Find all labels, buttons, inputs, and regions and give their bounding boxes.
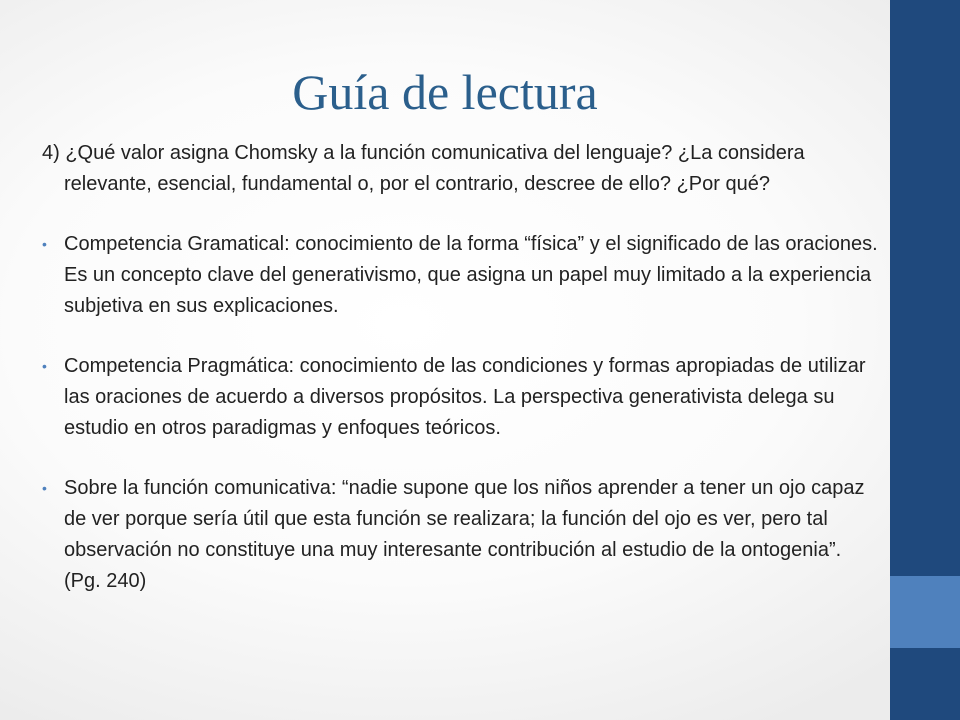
bullet-item	[42, 473, 880, 597]
bullet-icon: •	[42, 480, 47, 496]
bullet-icon: •	[42, 236, 47, 252]
question-text: 4) ¿Qué valor asigna Chomsky a la función comunicativa del lenguaje? ¿La considera relevante, esencial, fundamental o, por el contrario, descree de ello? ¿Por qué?	[42, 142, 805, 195]
bullet-list	[42, 229, 880, 597]
slide-content	[42, 138, 880, 597]
bullet-item	[42, 351, 880, 444]
bullet-icon: •	[42, 358, 47, 374]
bullet-item	[42, 229, 880, 322]
bullet-text: Competencia Gramatical: conocimiento de la forma “física” y el significado de las oraciones. Es un concepto clave del generativismo, que asigna un papel muy limitado a la experiencia subjetiva en sus explicaciones.	[64, 233, 878, 317]
bullet-text: Competencia Pragmática: conocimiento de las condiciones y formas apropiadas de utilizar las oraciones de acuerdo a diversos propósitos. La perspectiva generativista delega su estudio en otros paradigmas y enfoques teóricos.	[64, 355, 866, 439]
slide-title: Guía de lectura	[292, 64, 598, 120]
sidebar-accent-block	[890, 576, 960, 648]
bullet-text: Sobre la función comunicativa: “nadie supone que los niños aprender a tener un ojo capaz de ver porque sería útil que esta función se realizara; la función del ojo es ver, pero tal observación no constituye una muy interesante contribución al estudio de la ontogenia”. (Pg. 240)	[64, 477, 865, 592]
